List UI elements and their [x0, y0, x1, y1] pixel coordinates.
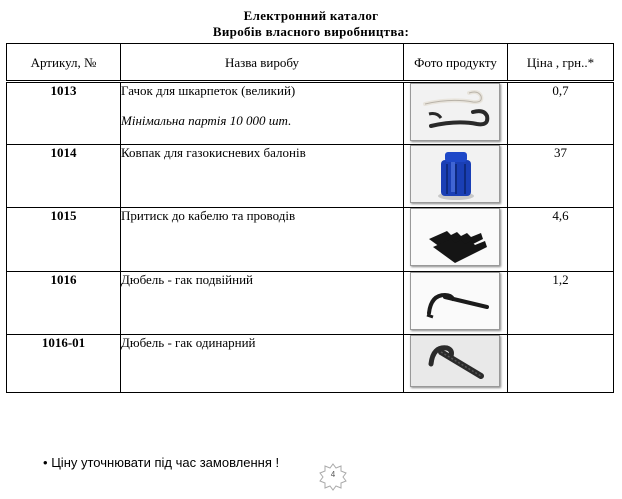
article-cell: 1015 [7, 208, 121, 272]
cable-clamp-icon [410, 208, 500, 266]
article-cell: 1013 [7, 82, 121, 145]
page-number: 4 [330, 470, 336, 479]
price-cell: 0,7 [508, 82, 614, 145]
article-cell: 1016 [7, 272, 121, 335]
product-name: Дюбель - гак подвійний [121, 272, 253, 287]
name-cell [121, 272, 404, 335]
sock-hook-icon [410, 83, 500, 141]
price-cell [508, 335, 614, 393]
single-dowel-hook-icon [410, 335, 500, 387]
footnote-text: Ціну уточнювати під час замовлення ! [51, 455, 280, 470]
table-row [7, 145, 614, 208]
table-row [7, 335, 614, 393]
table-row [7, 82, 614, 145]
catalog-title: Електронний каталог [243, 8, 379, 23]
name-cell [121, 145, 404, 208]
name-cell [121, 208, 404, 272]
article-cell: 1016-01 [7, 335, 121, 393]
photo-cell [404, 272, 508, 335]
col-header-article: Артикул, № [7, 44, 121, 82]
price-cell: 1,2 [508, 272, 614, 335]
product-name: Ковпак для газокисневих балонів [121, 145, 306, 160]
bullet-icon: • [43, 455, 48, 470]
product-name: Дюбель - гак одинарний [121, 335, 256, 350]
table-row [7, 272, 614, 335]
product-name: Притиск до кабелю та проводів [121, 208, 296, 223]
double-dowel-hook-icon [410, 272, 500, 330]
product-name: Гачок для шкарпеток (великий) [121, 83, 296, 98]
photo-cell [404, 208, 508, 272]
min-batch-note: Мінімальна партія 10 000 шт. [121, 113, 292, 128]
cylinder-cap-icon [410, 145, 500, 203]
photo-cell [404, 145, 508, 208]
price-footnote [43, 455, 279, 470]
page-number-badge [318, 463, 348, 491]
price-cell: 37 [508, 145, 614, 208]
table-row [7, 208, 614, 272]
col-header-photo: Фото продукту [404, 44, 508, 82]
name-cell [121, 82, 404, 145]
col-header-name: Назва виробу [121, 44, 404, 82]
catalog-subtitle: Виробів власного виробництва: [212, 24, 410, 39]
table-header-row [7, 44, 614, 82]
name-cell [121, 335, 404, 393]
product-table [6, 43, 614, 393]
photo-cell [404, 335, 508, 393]
col-header-price: Ціна , грн..* [508, 44, 614, 82]
price-cell: 4,6 [508, 208, 614, 272]
photo-cell [404, 82, 508, 145]
article-cell: 1014 [7, 145, 121, 208]
